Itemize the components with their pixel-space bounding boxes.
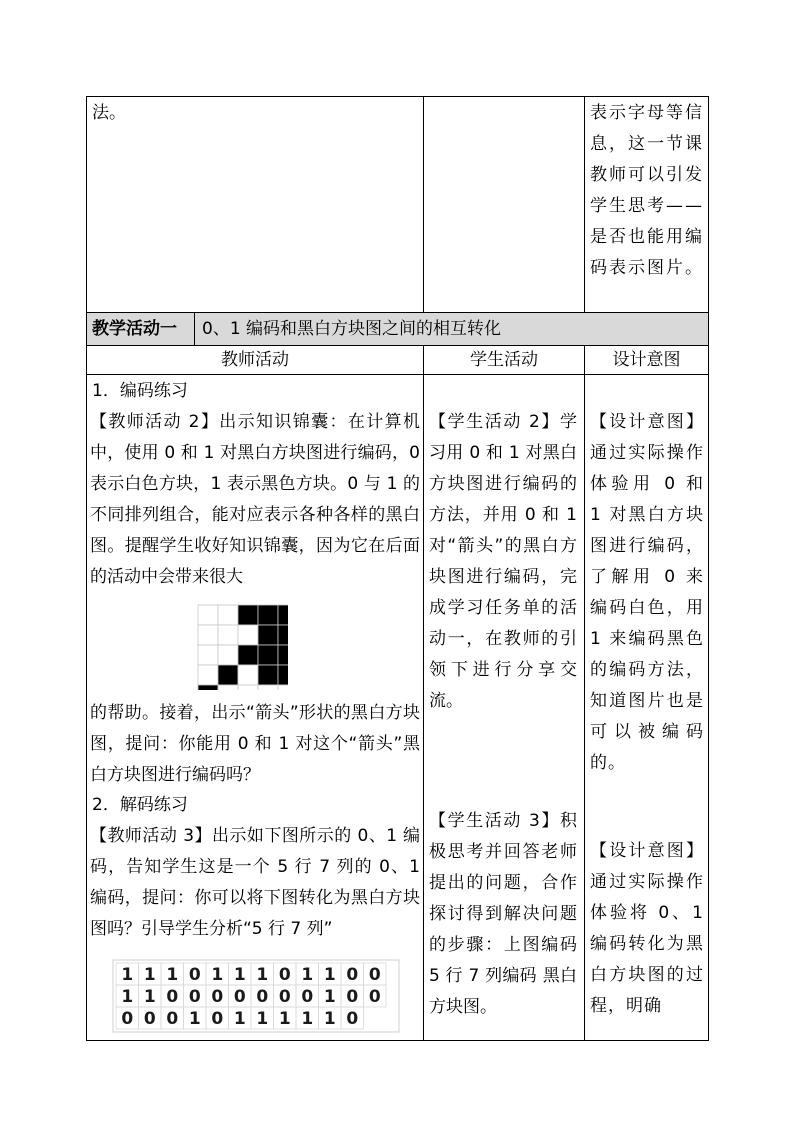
activity-subtitle: 0、1 编码和黑白方块图之间的相互转化 [202, 319, 502, 339]
student-activity-3: 【学生活动 3】积极思考并回答老师提出的问题，合作探讨得到解决问题的步骤：上图编码 5 行 7 列编码 黑白方块图。 [429, 811, 577, 1017]
arrow-grid-cell [278, 685, 288, 690]
binary-digit: 1 [256, 1009, 269, 1029]
binary-digit: 1 [323, 987, 336, 1007]
table-bottom-border [86, 1040, 709, 1041]
binary-digit: 1 [323, 1009, 336, 1029]
binary-digit: 0 [346, 965, 359, 985]
arrow-grid-cell [218, 605, 238, 625]
binary-digit: 0 [346, 987, 359, 1007]
row-divider [86, 374, 709, 375]
arrow-grid-cell [238, 665, 258, 685]
arrow-grid-cell [258, 665, 278, 685]
binary-digit: 0 [188, 965, 201, 985]
table-left-border [86, 96, 87, 1041]
activity-title: 教学活动一 [92, 319, 177, 339]
binary-digit: 0 [368, 965, 381, 985]
arrow-grid-cell [218, 645, 238, 665]
binary-digit: 0 [121, 1009, 134, 1029]
arrow-grid-cell [278, 625, 288, 645]
binary-digit: 0 [278, 965, 291, 985]
design-intent-2: 【设计意图】通过实际操作体验将 0、1 编码转化为黑白方块图的过程，明确 [590, 841, 704, 1016]
binary-digit: 0 [188, 987, 201, 1007]
arrow-grid-cell [198, 645, 218, 665]
column-header-teacher: 教师活动 [221, 350, 289, 370]
binary-digit: 1 [188, 1009, 201, 1029]
arrow-grid-cell [238, 605, 258, 625]
teacher-continued-text: 法。 [92, 103, 126, 123]
column-divider [423, 346, 424, 1041]
binary-digit: 0 [368, 987, 381, 1007]
intent-continued-text: 表示字母等信息，这一节课教师可以引发学生思考——是否也能用编码表示图片。 [590, 103, 704, 278]
arrow-grid-cell [238, 625, 258, 645]
binary-digit: 0 [301, 987, 314, 1007]
arrow-grid-cell [258, 645, 278, 665]
arrow-grid-cell [198, 685, 218, 690]
column-header-student: 学生活动 [470, 350, 538, 370]
binary-digit: 0 [211, 1009, 224, 1029]
binary-digit: 0 [256, 987, 269, 1007]
section-title-decoding: 2．解码练习 [92, 795, 188, 815]
teacher-activity-3: 【教师活动 3】出示如下图所示的 0、1 编码，告知学生这是一个 5 行 7 列的 0、1 编码，提问：你可以将下图转化为黑白方块图吗？引导学生分析“5 行 7 列” [90, 826, 420, 939]
binary-code-image [110, 957, 402, 1035]
binary-digit: 0 [278, 987, 291, 1007]
design-intent-1: 【设计意图】通过实际操作体验用 0 和 1 对黑白方块图进行编码，了解用 0 来编码白色，用 1 来编码黑色的编码方法，知道图片也是可以被编码的。 [590, 412, 704, 773]
column-header-intent: 设计意图 [612, 350, 681, 370]
arrow-grid-cell [258, 605, 278, 625]
arrow-grid-cell [218, 625, 238, 645]
binary-digit: 0 [233, 987, 246, 1007]
arrow-grid-cell [278, 645, 288, 665]
binary-digit: 1 [121, 987, 134, 1007]
header-divider [194, 313, 195, 345]
binary-digit: 0 [346, 1009, 359, 1029]
arrow-grid-cell [218, 665, 238, 685]
binary-digit: 1 [323, 965, 336, 985]
arrow-grid-cell [258, 625, 278, 645]
binary-digit: 0 [143, 1009, 156, 1029]
teacher-activity-2: 【教师活动 2】出示知识锦囊：在计算机中，使用 0 和 1 对黑白方块图进行编码，0 表示白色方块，1 表示黑色方块。0 与 1 的不同排列组合，能对应表示各种各样的黑白图。提醒学生收好知识锦囊，因为它在后面的活动中会带来很大 [90, 412, 420, 587]
binary-digit: 1 [301, 1009, 314, 1029]
arrow-grid-cell [198, 605, 218, 625]
binary-digit: 1 [301, 965, 314, 985]
column-divider [584, 96, 585, 313]
binary-digit: 1 [143, 987, 156, 1007]
teacher-activity-2-continued: 的帮助。接着，出示“箭头”形状的黑白方块图，提问：你能用 0 和 1 对这个“箭头”黑白方块图进行编码吗？ [90, 703, 420, 785]
section-title-coding: 1．编码练习 [92, 381, 188, 401]
binary-digit: 0 [211, 987, 224, 1007]
binary-digit: 0 [166, 1009, 179, 1029]
arrow-grid-cell [238, 685, 258, 690]
binary-digit: 1 [166, 965, 179, 985]
binary-digit: 1 [278, 1009, 291, 1029]
arrow-grid-cell [278, 665, 288, 685]
binary-digit: 1 [233, 965, 246, 985]
arrow-grid-cell [218, 685, 238, 690]
binary-digit: 1 [121, 965, 134, 985]
table-right-border [708, 96, 709, 1041]
binary-digit: 1 [256, 965, 269, 985]
column-divider [584, 346, 585, 1041]
binary-digit: 1 [143, 965, 156, 985]
arrow-grid-cell [258, 685, 278, 690]
binary-digit: 0 [166, 987, 179, 1007]
arrow-block-image [196, 602, 288, 690]
column-divider [423, 96, 424, 313]
student-activity-2: 【学生活动 2】学习用 0 和 1 对黑白方块图进行编码的方法，并用 0 和 1 对“箭头”的黑白方块图进行编码，完成学习任务单的活动一，在教师的引领下进行分享交流。 [429, 412, 577, 711]
arrow-grid-cell [198, 625, 218, 645]
arrow-grid-cell [198, 665, 218, 685]
binary-digit: 1 [233, 1009, 246, 1029]
table-top-border [86, 96, 709, 97]
binary-digit: 1 [211, 965, 224, 985]
arrow-grid-cell [238, 645, 258, 665]
arrow-grid-cell [278, 605, 288, 625]
